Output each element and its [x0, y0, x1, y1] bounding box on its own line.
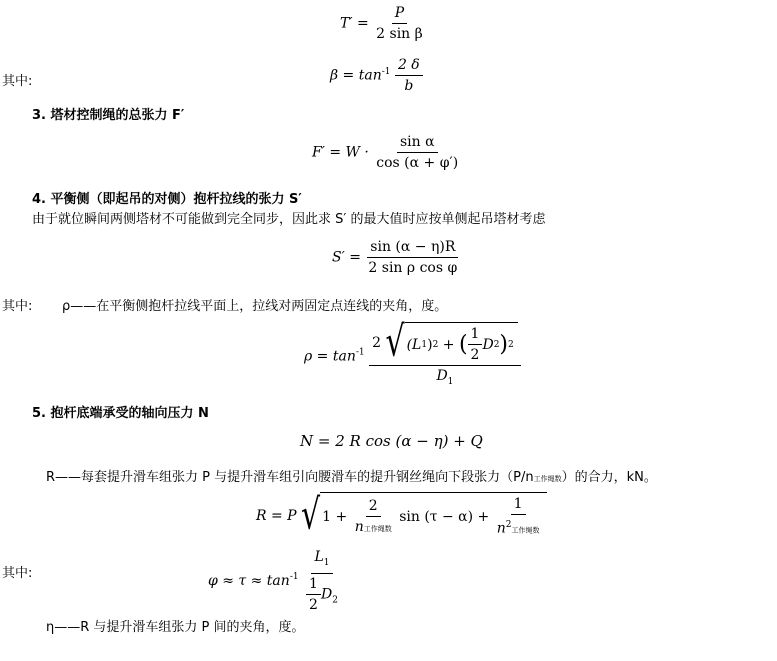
formula-r-frac-1: [352, 497, 395, 538]
formula-beta-numerator: 2 δ: [395, 56, 423, 76]
formula-phi-d-sub: 2: [332, 595, 338, 606]
formula-phi-half-den: 2: [309, 596, 318, 613]
formula-rho-half-num: 1: [468, 325, 483, 345]
radical-sign-icon: √: [301, 490, 321, 540]
formula-t-fraction: [373, 4, 426, 43]
formula-beta-lhs: β = tan: [330, 67, 382, 84]
formula-rho-fraction: [369, 317, 521, 391]
formula-rho-square-2: 2: [508, 339, 514, 350]
formula-t-numerator: P: [392, 4, 407, 24]
formula-rho-denominator: [433, 366, 456, 391]
formula-rho: [304, 317, 521, 391]
formula-r-frac-2-sup: 2: [505, 520, 512, 530]
formula-beta-denominator: b: [404, 78, 414, 94]
formula-s-fraction: [365, 238, 460, 277]
formula-beta-exponent: -1: [381, 66, 391, 77]
formula-f-prime: [312, 133, 461, 172]
formula-rho-plus: +: [442, 336, 455, 353]
formula-rho-d: D: [482, 336, 494, 353]
section-5-title: 5. 抱杆底端承受的轴向压力 N: [32, 406, 209, 421]
r-definition: [46, 466, 657, 485]
formula-rho-d-sub: 2: [493, 339, 500, 350]
formula-r-frac-2-n: n: [496, 520, 506, 537]
r-definition-subscript: 工作绳数: [533, 475, 562, 483]
formula-rho-l: (L: [406, 336, 422, 353]
formula-r-frac-1-num: 2: [366, 497, 381, 517]
open-paren: (: [458, 331, 468, 357]
where-label-1: 其中:: [2, 74, 33, 89]
formula-phi-exponent: -1: [289, 572, 299, 583]
formula-r-frac-1-n: n: [354, 518, 364, 535]
r-definition-part-a: R——每套提升滑车组张力 P 与提升滑车组引向腰滑车的提升钢丝绳向下段张力（P/n: [46, 470, 534, 485]
rho-definition: ρ——在平衡侧抱杆拉线平面上，拉线对两固定点连线的夹角，度。: [62, 299, 448, 314]
formula-t-prime: [340, 4, 426, 43]
formula-phi-half-num: 1: [306, 575, 321, 595]
formula-rho-half-den: 2: [470, 347, 480, 363]
formula-s-prime: [332, 238, 460, 277]
formula-phi-denominator: [303, 574, 341, 614]
formula-t-denominator: 2 sin β: [376, 26, 423, 42]
formula-phi-half: [306, 575, 321, 614]
section-4-title: 4. 平衡侧（即起吊的对侧）抱杆拉线的张力 S′: [32, 192, 302, 207]
formula-r-frac-2-sub: 工作绳数: [511, 526, 540, 535]
formula-s-lhs: S′ =: [332, 249, 361, 266]
formula-n: N = 2 R cos (α − η) + Q: [300, 432, 483, 450]
formula-beta-fraction: [395, 56, 423, 95]
formula-phi-fraction: [303, 548, 341, 614]
formula-rho-den-d: D: [436, 368, 448, 384]
formula-r-lhs: R = P: [256, 507, 297, 524]
formula-phi-l: L: [314, 549, 324, 565]
formula-rho-lhs: ρ = tan: [304, 348, 356, 365]
where-label-3: 其中:: [2, 566, 33, 581]
r-definition-part-b: ）的合力，kN。: [561, 470, 657, 485]
formula-r-sin: sin (τ − α) +: [399, 509, 490, 526]
formula-rho-l-close: ): [427, 336, 433, 353]
formula-rho-half: [468, 325, 483, 364]
formula-rho-square-1: 2: [432, 339, 439, 350]
formula-r-radicand: [320, 492, 546, 540]
section-4-intro: 由于就位瞬间两侧塔材不可能做到完全同步，因此求 S′ 的最大值时应按单侧起吊塔材考虑: [32, 212, 546, 227]
formula-f-fraction: [373, 133, 461, 172]
formula-r-frac-2-den: [494, 515, 543, 540]
formula-rho-l-sub: 1: [421, 339, 428, 350]
formula-r: [256, 492, 547, 540]
formula-t-lhs: T′ =: [340, 15, 369, 32]
formula-f-numerator: sin α: [397, 133, 438, 153]
section-3-title: 3. 塔材控制绳的总张力 F′: [32, 108, 185, 123]
formula-rho-radical: [385, 317, 517, 367]
formula-r-frac-2-num: 1: [511, 495, 526, 515]
formula-beta: [330, 56, 423, 95]
formula-r-frac-2: [494, 495, 543, 540]
formula-rho-coefficient: 2: [372, 335, 382, 351]
formula-r-one: 1 +: [322, 509, 348, 526]
where-label-2: 其中:: [2, 299, 33, 314]
eta-definition: η——R 与提升滑车组张力 P 间的夹角，度。: [46, 620, 305, 635]
formula-phi-l-sub: 1: [323, 557, 330, 568]
formula-rho-radicand: [405, 322, 518, 364]
formula-phi-d: D: [320, 586, 333, 603]
close-paren: ): [499, 331, 509, 357]
formula-rho-exponent: -1: [355, 347, 365, 358]
formula-f-lhs: F′ = W ·: [312, 144, 369, 161]
formula-f-denominator: cos (α + φ′): [376, 155, 459, 171]
formula-r-radical: [301, 492, 546, 540]
formula-phi-numerator: [311, 548, 332, 574]
formula-r-frac-1-den: [352, 517, 395, 538]
formula-s-numerator: sin (α − η)R: [367, 238, 458, 258]
formula-rho-numerator: [369, 317, 521, 367]
formula-phi-lhs: φ ≈ τ ≈ tan: [208, 572, 290, 589]
formula-r-frac-1-sub: 工作绳数: [363, 524, 392, 533]
formula-rho-den-sub: 1: [447, 376, 454, 387]
radical-sign-icon: √: [385, 317, 405, 367]
formula-s-denominator: 2 sin ρ cos φ: [368, 260, 458, 276]
formula-phi: [208, 548, 341, 614]
